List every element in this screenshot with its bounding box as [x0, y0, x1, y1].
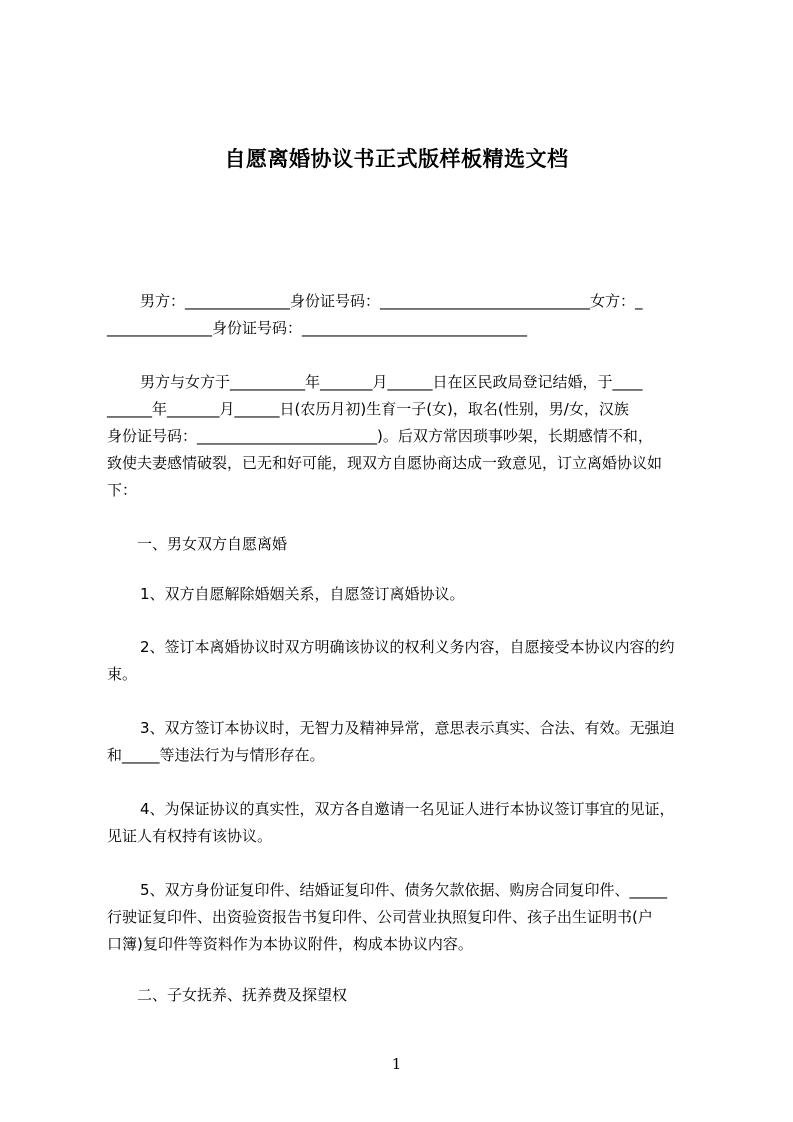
clause-2-line-2: 束。: [107, 665, 138, 683]
clause-3-line-2: 和_____等违法行为与情形存在。: [107, 746, 325, 764]
page-number: 1: [391, 1055, 402, 1073]
intro-line-1: 男方与女方于__________年_______月______日在区民政局登记结婚，于____: [140, 373, 643, 391]
clause-3-line-1: 3、双方签订本协议时，无智力及精神异常，意思表示真实、合法、有效。无强迫: [140, 719, 675, 737]
clause-5-line-2: 行驶证复印件、出资验资报告书复印件、公司营业执照复印件、孩子出生证明书(户: [107, 908, 653, 926]
intro-line-4: 致使夫妻感情破裂，已无和好可能，现双方自愿协商达成一致意见，订立离婚协议如: [107, 454, 663, 472]
clause-5-line-3: 口簿)复印件等资料作为本协议附件，构成本协议内容。: [107, 935, 473, 953]
clause-2-line-1: 2、签订本离婚协议时双方明确该协议的权利义务内容，自愿接受本协议内容的约: [140, 638, 675, 656]
clause-4-line-2: 见证人有权持有该协议。: [107, 827, 273, 845]
clause-1-line-1: 1、双方自愿解除婚姻关系，自愿签订离婚协议。: [140, 585, 465, 603]
parties-line-2: ______________身份证号码：______________________________: [107, 319, 528, 337]
intro-line-5: 下：: [107, 481, 138, 499]
document-title: 自愿离婚协议书正式版样板精选文档: [224, 147, 569, 171]
intro-line-2: ______年_______月______日(农历月初)生育一子(女)，取名(性别，男/女，汉族: [107, 400, 629, 418]
section-heading-1: 一、男女双方自愿离婚: [137, 535, 288, 553]
parties-line-1: 男方：______________身份证号码：____________________________女方：_: [140, 292, 643, 310]
clause-4-line-1: 4、为保证协议的真实性，双方各自邀请一名见证人进行本协议签订事宜的见证，: [140, 800, 675, 818]
intro-line-3: 身份证号码：________________________)。后双方常因琐事吵架，长期感情不和，: [107, 427, 653, 445]
clause-5-line-1: 5、双方身份证复印件、结婚证复印件、债务欠款依据、购房合同复印件、_____: [140, 881, 668, 899]
section-heading-2: 二、子女抚养、抚养费及探望权: [137, 986, 348, 1004]
